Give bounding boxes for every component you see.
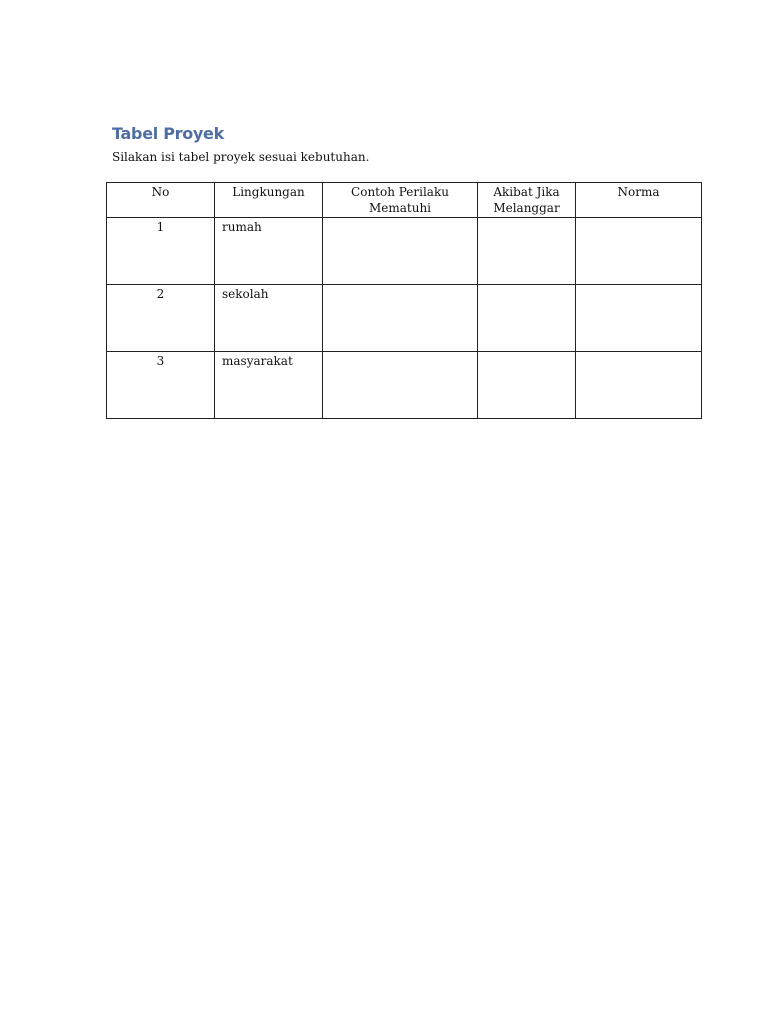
table-header-row (107, 183, 702, 218)
header-norma: Norma (576, 183, 702, 218)
cell-norma (576, 352, 702, 419)
cell-akibat (478, 285, 576, 352)
cell-contoh-perilaku (323, 352, 478, 419)
cell-contoh-perilaku (323, 218, 478, 285)
cell-norma (576, 218, 702, 285)
cell-lingkungan: sekolah (215, 285, 323, 352)
cell-no: 3 (107, 352, 215, 419)
header-no: No (107, 183, 215, 218)
document-intro: Silakan isi tabel proyek sesuai kebutuhan. (112, 150, 370, 164)
header-akibat: Akibat Jika Melanggar (478, 183, 576, 218)
table-row (107, 285, 702, 352)
table-row (107, 218, 702, 285)
cell-lingkungan: masyarakat (215, 352, 323, 419)
cell-akibat (478, 218, 576, 285)
cell-lingkungan: rumah (215, 218, 323, 285)
document-heading: Tabel Proyek (112, 124, 224, 143)
header-lingkungan: Lingkungan (215, 183, 323, 218)
cell-akibat (478, 352, 576, 419)
cell-no: 2 (107, 285, 215, 352)
header-contoh-perilaku: Contoh Perilaku Mematuhi (323, 183, 478, 218)
cell-contoh-perilaku (323, 285, 478, 352)
cell-no: 1 (107, 218, 215, 285)
project-table (106, 182, 702, 419)
table-row (107, 352, 702, 419)
cell-norma (576, 285, 702, 352)
